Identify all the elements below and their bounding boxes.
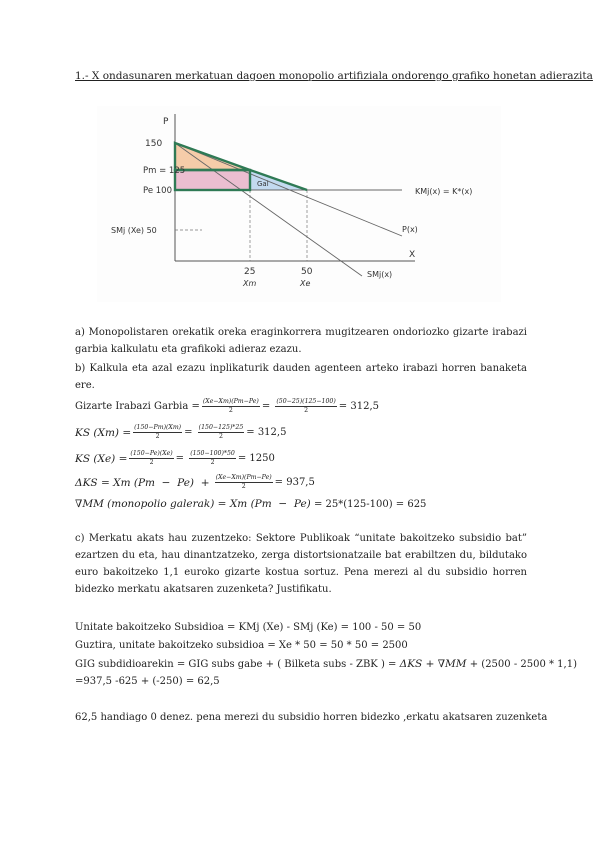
tick-pm: Pm = 125: [143, 166, 186, 176]
mm-label: ∇MM (monopolio galerak) = Xm (Pm − Pe): [75, 498, 311, 510]
gig-result: = 312,5: [338, 401, 379, 412]
mm-line: [75, 498, 426, 510]
ks-xm-fraction-1: [133, 424, 182, 441]
question-c: c) Merkatu akats hau zuzentzeko: Sektore Publikoak “unitate bakoitzeko subsidio bat” ezartzen du eta, hau dinantzatzeko, zerga distortsionatzaile bat erabiltzen du, bildutako euro bakoitzeko 1,1 euroko gizarte kostua sortuz. Pena merezi al du subsidio horren bidezko merkatu akatsaren zuzenketa? Justifikatu.: [75, 533, 527, 595]
fraction-denominator: 2: [304, 407, 309, 414]
kmj-label: KMj(x) = K*(x): [415, 187, 473, 196]
graph-background: [97, 106, 501, 302]
fraction-numerator: (50−25)(125−100): [276, 398, 336, 405]
ks-xe-result: = 1250: [237, 453, 275, 464]
gig-label: Gizarte Irabazi Garbia =: [75, 401, 200, 412]
y-axis-label: P: [163, 117, 169, 127]
ks-xe-fraction-2: [189, 450, 236, 467]
total-subsidy-line: Guztira, unitate bakoitzeko subsidioa = Xe * 50 = 50 * 50 = 2500: [75, 640, 408, 651]
gig-subsidy-text: GIG subdidioarekin = GIG subs gabe + ( Bilketa subs - ZBK ) =: [75, 658, 397, 670]
fraction-numerator: (Xe−Xm)(Pm−Pe): [215, 474, 272, 481]
tick-smj: SMj (Xe) 50: [111, 226, 157, 235]
tick-xm: Xm: [243, 279, 257, 288]
question-b: b) Kalkula eta azal ezazu inplikaturik dauden agenteen arteko irabazi horren banaketa ere.: [75, 363, 527, 391]
tick-50: 50: [301, 267, 313, 277]
gig-result-line: =937,5 -625 + (-250) = 62,5: [75, 676, 220, 687]
ks-xm-label: KS (Xm) =: [75, 426, 132, 439]
fraction-numerator: (Xe−Xm)(Pm−Pe): [202, 398, 259, 405]
tick-25: 25: [244, 267, 256, 277]
demand-label: P(x): [402, 225, 418, 234]
gig-subsidy-cost: + (2500 - 2500 * 1,1): [469, 658, 577, 670]
conclusion: 62,5 handiago 0 denez. pena merezi du subsidio horren bidezko ,erkatu akatsaren zuzenketa: [75, 712, 548, 723]
tick-pe: Pe 100: [143, 186, 172, 196]
ks-xe-fraction-1: [129, 450, 173, 467]
mm-result: = 25*(125-100) = 625: [313, 498, 427, 510]
fraction-denominator: 2: [210, 459, 215, 466]
tick-150: 150: [145, 139, 163, 149]
ks-xm-result: = 312,5: [246, 427, 287, 438]
gig-subsidy-math: ΔKS + ∇MM: [399, 658, 467, 670]
market-graph: [97, 106, 501, 302]
fraction-denominator: 2: [155, 433, 160, 440]
ks-xe-label: KS (Xe) =: [75, 452, 128, 465]
delta-ks-label: ΔKS = Xm (Pm − Pe) +: [75, 476, 210, 489]
exercise-title: 1.- X ondasunaren merkatuan dagoen monopolio artifiziala ondorengo grafiko honetan adierazita: [75, 70, 593, 82]
pink-area: [175, 170, 250, 190]
delta-ks-result: = 937,5: [274, 477, 315, 488]
fraction-denominator: 2: [241, 483, 246, 490]
smj-label: SMj(x): [367, 270, 393, 279]
question-a: a) Monopolistaren orekatik oreka eraginkorrera mugitzearen ondoriozko gizarte irabazi garbia kalkulatu eta grafikoki adieraz ezazu.: [75, 327, 527, 355]
fraction-numerator: (150−Pm)(Xm): [134, 424, 182, 431]
fraction-denominator: 2: [228, 407, 233, 414]
gig-fraction-1: [202, 398, 260, 415]
gig-subsidy-line: [75, 658, 577, 670]
fraction-numerator: (150−125)*25: [198, 424, 244, 431]
ks-xm-line: KS (Xm) = $\frac{(150-Pm)(Xm)}{2}$ = $\frac{(150-125)*25}{2}$ = 312,5: [75, 424, 287, 440]
delta-ks-line: [75, 474, 315, 491]
gal-label: Gal: [257, 180, 269, 188]
tick-xe: Xe: [300, 279, 311, 288]
fraction-denominator: 2: [218, 433, 223, 440]
x-axis-label: X: [409, 250, 416, 260]
subsidy-line: Unitate bakoitzeko Subsidioa = KMj (Xe) - SMj (Ke) = 100 - 50 = 50: [75, 622, 422, 633]
delta-ks-fraction: [215, 474, 273, 491]
fraction-numerator: (150−Pe)(Xe): [130, 450, 173, 457]
ks-xe-line: KS (Xe) = $\frac{(150-Pe)(Xe)}{2}$ = $\frac{(150-100)*50}{2}$ = 1250: [75, 450, 275, 466]
fraction-denominator: 2: [149, 459, 154, 466]
gig-fraction-2: [275, 398, 336, 415]
ks-xm-fraction-2: [198, 424, 245, 441]
fraction-numerator: (150−100)*50: [190, 450, 235, 457]
gig-line: Gizarte Irabazi Garbia = $\frac{(Xe-Xm)(Pm-Pe)}{2}$ = $\frac{(50-25)(125-100)}{2}$ = 312,5: [75, 398, 379, 414]
